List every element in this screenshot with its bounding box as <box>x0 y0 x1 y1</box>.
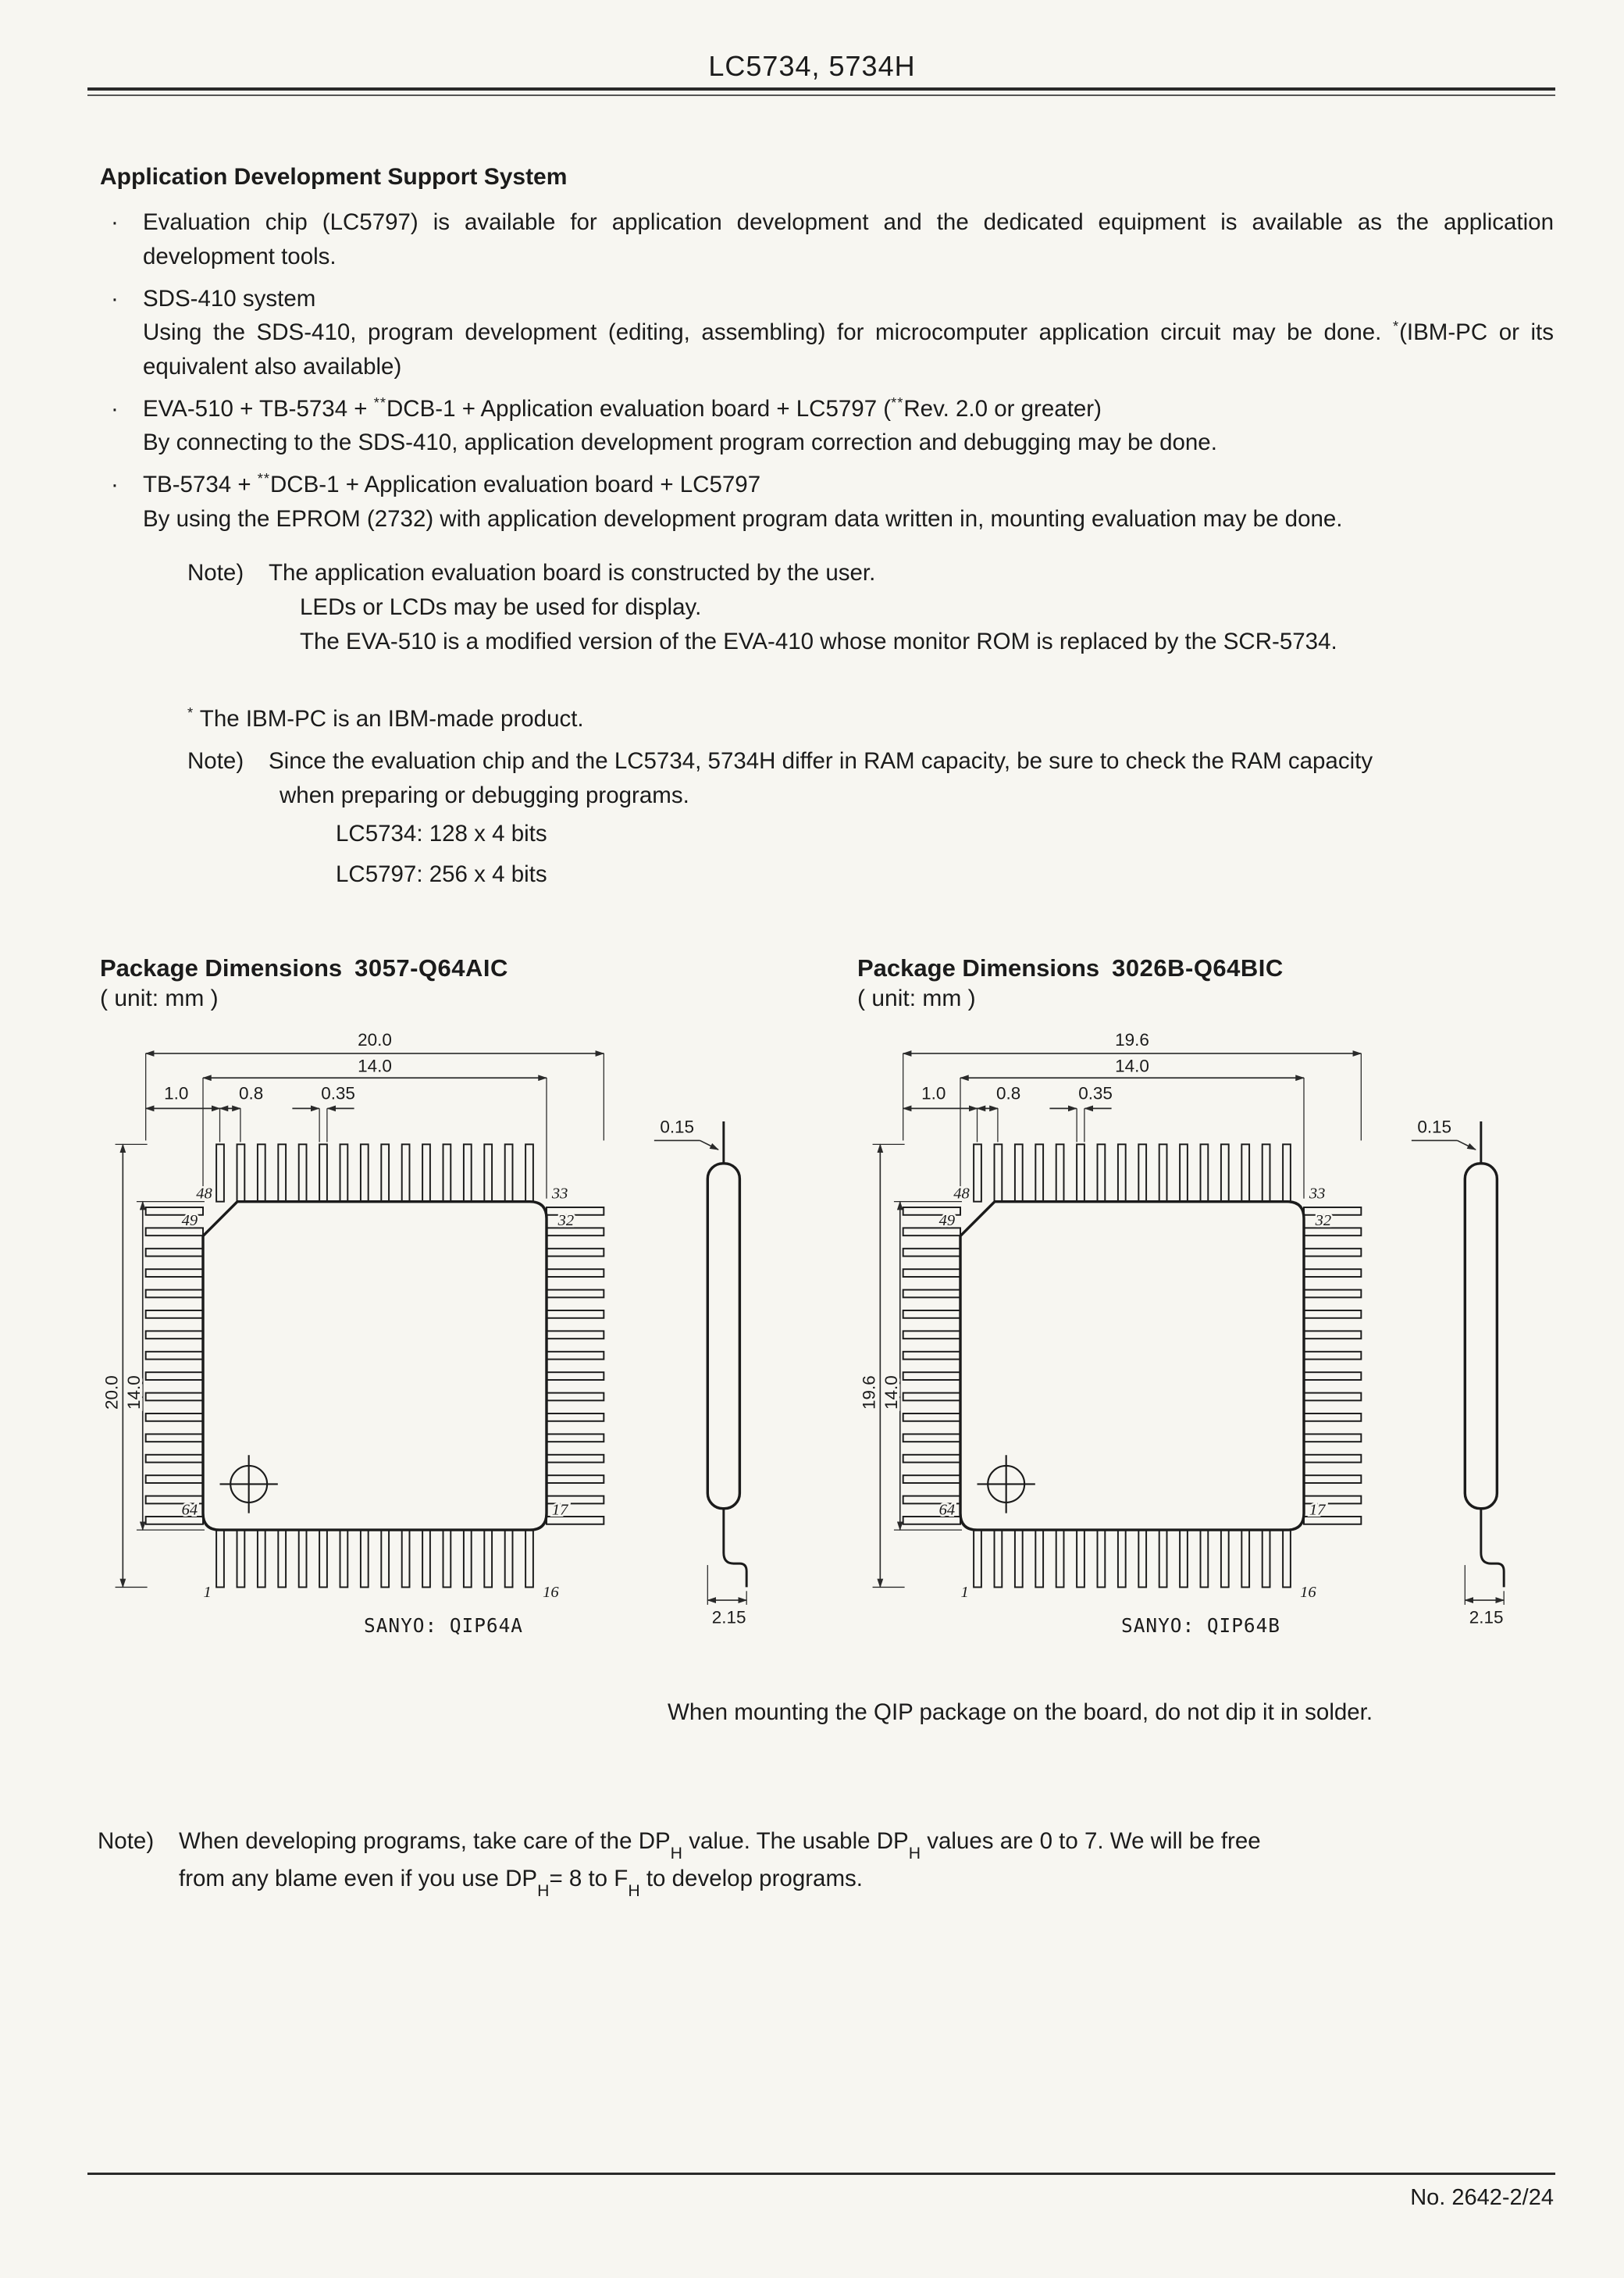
note-body <box>179 1824 1261 1898</box>
pin-number: 17 <box>551 1501 568 1519</box>
pin-number: 64 <box>181 1501 198 1519</box>
left-leads <box>146 1207 203 1524</box>
package-heading <box>857 954 1560 982</box>
package-right <box>857 954 1560 1645</box>
dim-lead-pitch: 0.8 <box>238 1083 264 1103</box>
dim-lead-width: 0.35 <box>1078 1083 1113 1103</box>
note-line: When developing programs, take care of the $DP_H$ value. The usable $DP_H$ values are 0 to 7. We will be free <box>179 1828 1261 1863</box>
footnote-marker: ** <box>891 394 904 411</box>
bullet-dot: · <box>111 285 119 312</box>
pin-number: 48 <box>953 1185 970 1203</box>
dim-body-height: 14.0 <box>881 1375 901 1410</box>
bottom-leads <box>974 1530 1291 1587</box>
note-line: Since the evaluation chip and the LC5734, 5734H differ in RAM capacity, be sure to check the RAM capacity <box>269 747 1373 774</box>
dim-lead-thickness: 0.15 <box>1417 1117 1452 1137</box>
bullet-dot: · <box>111 209 119 236</box>
page-title: LC5734, 5734H <box>708 50 916 82</box>
pin-number: 49 <box>938 1211 956 1229</box>
subscript-h: H <box>537 1881 550 1900</box>
header-rule <box>87 87 1555 91</box>
bullet-eva510 <box>100 392 1554 460</box>
pin-number: 32 <box>1315 1211 1332 1229</box>
bullet-body: By using the EPROM (2732) with application development program data written in, mounting evaluation may be done. <box>143 505 1343 532</box>
footnote-marker: * <box>1392 318 1400 335</box>
right-leads <box>1304 1207 1361 1524</box>
dim-outer-width: 20.0 <box>358 1030 392 1050</box>
bullet-tb5734 <box>100 468 1554 536</box>
bullet-sds410 <box>100 282 1554 384</box>
maker-label: SANYO: QIP64B <box>1121 1614 1280 1638</box>
main-text-block <box>100 160 1554 892</box>
bullet-body: Using the SDS-410, program development (editing, assembling) for microcomputer application circuit may be done. *(IBM-PC or its equivalent also available) <box>143 318 1554 380</box>
dim-lead-edge: 1.0 <box>164 1083 189 1103</box>
footer-rule <box>87 2173 1555 2175</box>
pin-number: 49 <box>181 1211 198 1229</box>
package-body <box>960 1202 1304 1530</box>
dim-lead-width: 0.35 <box>321 1083 355 1103</box>
subscript-h: H <box>908 1843 921 1863</box>
pin-number: 1 <box>960 1584 969 1602</box>
footnote-marker: ** <box>257 470 270 487</box>
right-leads <box>547 1207 604 1524</box>
bullet-title: SDS-410 system <box>143 285 316 312</box>
bottom-leads <box>216 1530 533 1587</box>
subscript-h: H <box>628 1881 640 1900</box>
note-label: Note) <box>98 1828 155 1854</box>
section-heading: Application Development Support System <box>100 164 568 190</box>
note-line: LEDs or LCDs may be used for display. <box>300 594 702 620</box>
bullet-body: By connecting to the SDS-410, application development program correction and debugging may be done. <box>143 430 1217 456</box>
note-label: Note) <box>187 747 244 774</box>
dim-standoff: 2.15 <box>1469 1607 1504 1627</box>
note-line: The application evaluation board is constructed by the user. <box>269 560 876 586</box>
note-body <box>269 744 1373 812</box>
dim-standoff: 2.15 <box>711 1607 746 1627</box>
bullet-text: Evaluation chip (LC5797) is available for application development and the dedicated equipment is available as the application development tools. <box>143 209 1554 270</box>
header-rule-thin <box>87 94 1555 96</box>
pin-number: 16 <box>1300 1584 1316 1602</box>
pin-number: 1 <box>203 1584 212 1602</box>
pin-number: 33 <box>1309 1185 1326 1203</box>
left-leads <box>903 1207 960 1524</box>
page-number: No. 2642-2/24 <box>1410 2185 1554 2210</box>
side-view <box>1412 1118 1504 1627</box>
top-leads <box>974 1144 1291 1201</box>
side-view <box>654 1118 746 1627</box>
note-line: from any blame even if you use $DP_H= 8$ to $F_H$ to develop programs. <box>179 1865 863 1900</box>
bullet-evaluation-chip <box>100 205 1554 273</box>
bullet-dot: · <box>111 471 119 497</box>
unit-label: ( unit: mm ) <box>857 986 976 1011</box>
unit-label: ( unit: mm ) <box>100 986 219 1011</box>
package-diagram-qip64b <box>857 1018 1544 1645</box>
package-title: Package Dimensions <box>100 954 343 982</box>
package-body <box>203 1202 547 1530</box>
bullet-title: EVA-510 + TB-5734 + **DCB-1 + Application evaluation board + LC5797 (**Rev. 2.0 or greater) <box>143 394 1102 422</box>
package-title: Package Dimensions <box>857 954 1100 982</box>
bullet-dot: · <box>111 395 119 422</box>
bullet-text <box>143 282 1554 384</box>
ram-spec-lc5797: LC5797: 256 x 4 bits <box>336 861 547 887</box>
note-evaluation-board <box>187 556 1554 658</box>
bullet-text <box>143 468 1554 536</box>
bullet-text <box>143 392 1554 460</box>
pin-number: 33 <box>551 1185 568 1203</box>
package-code: 3026B-Q64BIC <box>1112 954 1284 982</box>
dim-body-width: 14.0 <box>358 1056 392 1076</box>
dim-outer-height: 20.0 <box>102 1375 122 1410</box>
subscript-h: H <box>670 1843 683 1863</box>
note-label: Note) <box>187 560 244 586</box>
dim-lead-edge: 1.0 <box>921 1083 946 1103</box>
ibm-footnote: * The IBM-PC is an IBM-made product. <box>187 704 584 733</box>
package-diagram-qip64a <box>100 1018 787 1645</box>
pin-number: 16 <box>543 1584 559 1602</box>
dim-outer-width: 19.6 <box>1115 1030 1149 1050</box>
note-line: The EVA-510 is a modified version of the EVA-410 whose monitor ROM is replaced by the SCR-5734. <box>300 628 1337 654</box>
side-body <box>707 1164 739 1509</box>
package-heading <box>100 954 803 982</box>
package-left <box>100 954 803 1645</box>
footnote-marker: ** <box>373 394 386 411</box>
bullet-title: TB-5734 + **DCB-1 + Application evaluation board + LC5797 <box>143 470 761 497</box>
pin-number: 64 <box>938 1501 956 1519</box>
pin-number: 17 <box>1309 1501 1326 1519</box>
dim-body-height: 14.0 <box>123 1375 144 1410</box>
package-code: 3057-Q64AIC <box>354 954 508 982</box>
ram-spec-lc5734: LC5734: 128 x 4 bits <box>336 821 547 847</box>
pin-number: 32 <box>557 1211 575 1229</box>
package-dimensions-section <box>0 954 1624 1735</box>
dim-lead-pitch: 0.8 <box>995 1083 1021 1103</box>
note-ram-capacity <box>187 744 1554 812</box>
footnote-marker: * <box>187 704 194 722</box>
side-body <box>1465 1164 1497 1509</box>
note-line: when preparing or debugging programs. <box>280 782 689 808</box>
pin-number: 48 <box>196 1185 212 1203</box>
maker-label: SANYO: QIP64A <box>364 1614 523 1638</box>
note-body <box>269 556 1337 658</box>
solder-warning-caption: When mounting the QIP package on the board, do not dip it in solder. <box>668 1699 1373 1725</box>
dim-lead-thickness: 0.15 <box>660 1117 695 1137</box>
dph-note <box>98 1824 1519 1898</box>
dim-outer-height: 19.6 <box>859 1375 879 1410</box>
top-leads <box>216 1144 533 1201</box>
dim-body-width: 14.0 <box>1115 1056 1149 1076</box>
